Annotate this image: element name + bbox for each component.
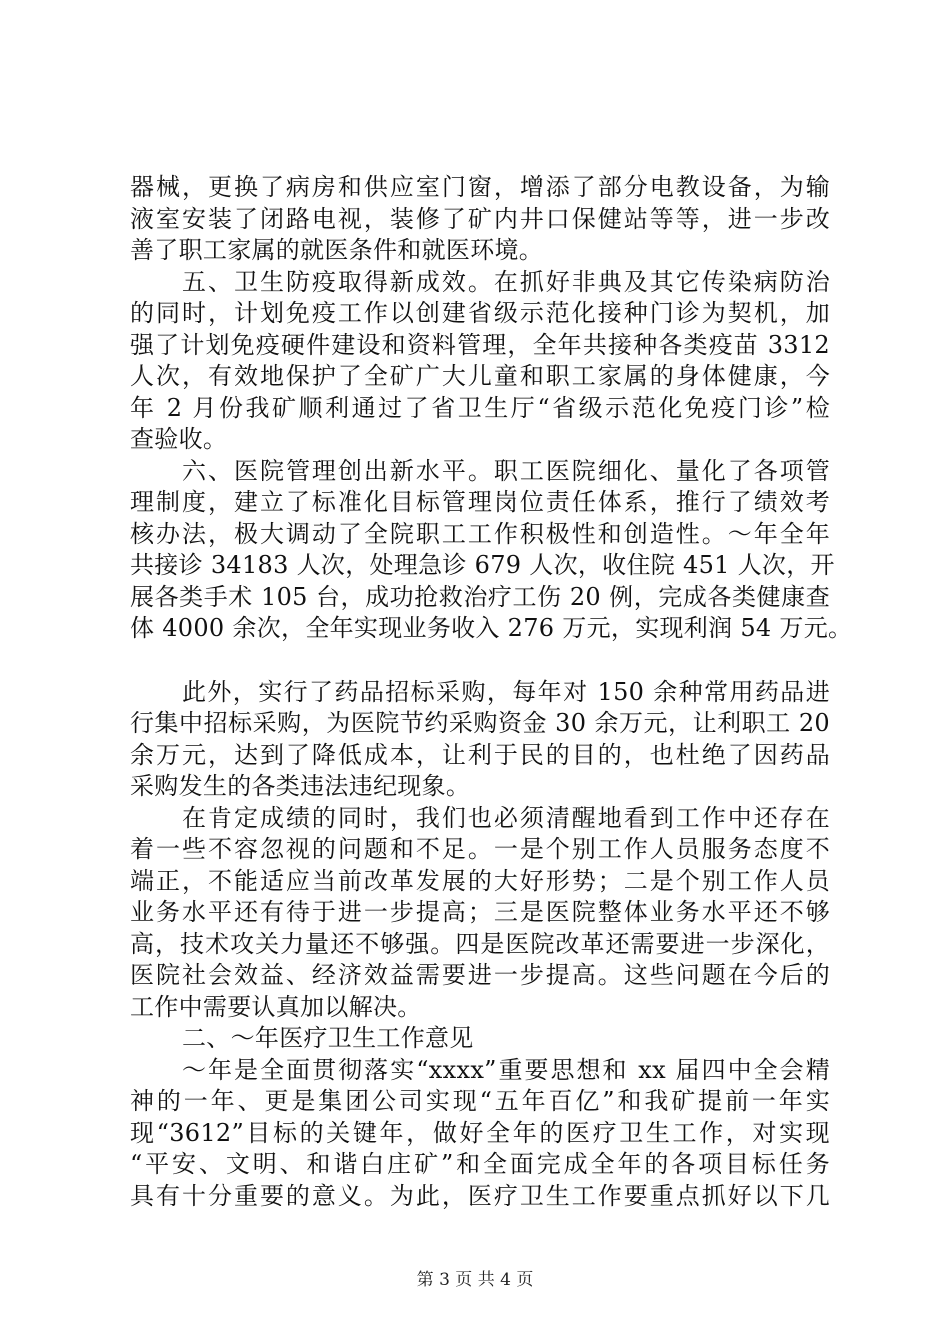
text-line: 业务水平还有待于进一步提高；三是医院整体业务水平还不够 [130, 898, 830, 926]
text-line: 年 2 月份我矿顺利通过了省卫生厅“省级示范化免疫门诊”检 [130, 393, 830, 422]
paragraph-gap [130, 645, 830, 677]
text-line: 人次，有效地保护了全矿广大儿童和职工家属的身体健康，今 [130, 362, 830, 390]
text-line: 展各类手术 105 台，成功抢救治疗工伤 20 例，完成各类健康查 [130, 582, 830, 611]
text-line: 六、医院管理创出新水平。职工医院细化、量化了各项管 [182, 456, 830, 485]
paragraph [130, 267, 830, 456]
paragraph [130, 1023, 830, 1055]
text-line: 高，技术攻关力量还不够强。四是医院改革还需要进一步深化， [130, 929, 830, 958]
paragraph [130, 677, 830, 803]
text-line: 在肯定成绩的同时，我们也必须清醒地看到工作中还存在 [182, 803, 830, 832]
text-line: 核办法，极大调动了全院职工工作积极性和创造性。～年全年 [130, 519, 830, 548]
paragraph [130, 172, 830, 267]
text-line: 查验收。 [130, 425, 228, 453]
text-line: 液室安装了闭路电视，装修了矿内井口保健站等等，进一步改 [130, 204, 830, 233]
text-line: 理制度，建立了标准化目标管理岗位责任体系，推行了绩效考 [130, 488, 830, 516]
document-body [130, 172, 853, 1212]
text-line: 现“3612”目标的关键年，做好全年的医疗卫生工作，对实现 [130, 1118, 830, 1147]
text-line: 行集中招标采购，为医院节约采购资金 30 余万元，让利职工 20 [130, 709, 830, 737]
paragraph [130, 1055, 830, 1213]
text-line: ～年是全面贯彻落实“xxxx”重要思想和 xx 届四中全会精 [182, 1055, 830, 1084]
text-line: 器械，更换了病房和供应室门窗，增添了部分电教设备，为输 [130, 173, 830, 201]
text-line: 工作中需要认真加以解决。 [130, 992, 422, 1021]
text-line: 具有十分重要的意义。为此，医疗卫生工作要重点抓好以下几 [130, 1181, 830, 1210]
paragraph [130, 456, 853, 645]
text-line: 采购发生的各类违法违纪现象。 [130, 772, 471, 800]
text-line: 此外，实行了药品招标采购，每年对 150 余种常用药品进 [182, 677, 830, 706]
text-line: 善了职工家属的就医条件和就医环境。 [130, 236, 544, 264]
text-line: “平安、文明、和谐白庄矿”和全面完成全年的各项目标任务 [130, 1150, 830, 1178]
text-line: 着一些不容忽视的问题和不足。一是个别工作人员服务态度不 [130, 835, 830, 863]
text-line: 体 4000 余次，全年实现业务收入 276 万元，实现利润 54 万元。 [130, 614, 853, 642]
text-line: 端正，不能适应当前改革发展的大好形势；二是个别工作人员 [130, 866, 830, 895]
text-line: 强了计划免疫硬件建设和资料管理，全年共接种各类疫苗 3312 [130, 330, 830, 359]
page-footer: 第 3 页 共 4 页 [416, 1270, 534, 1290]
text-line: 的同时，计划免疫工作以创建省级示范化接种门诊为契机，加 [130, 299, 830, 327]
text-line: 共接诊 34183 人次，处理急诊 679 人次，收住院 451 人次，开 [130, 551, 835, 579]
paragraph [130, 803, 830, 1024]
text-line: 余万元，达到了降低成本，让利于民的目的，也杜绝了因药品 [130, 740, 830, 769]
text-line: 医院社会效益、经济效益需要进一步提高。这些问题在今后的 [130, 961, 830, 989]
text-line: 五、卫生防疫取得新成效。在抓好非典及其它传染病防治 [182, 267, 830, 296]
text-line: 二、～年医疗卫生工作意见 [182, 1024, 474, 1052]
text-line: 神的一年、更是集团公司实现“五年百亿”和我矿提前一年实 [130, 1087, 830, 1115]
